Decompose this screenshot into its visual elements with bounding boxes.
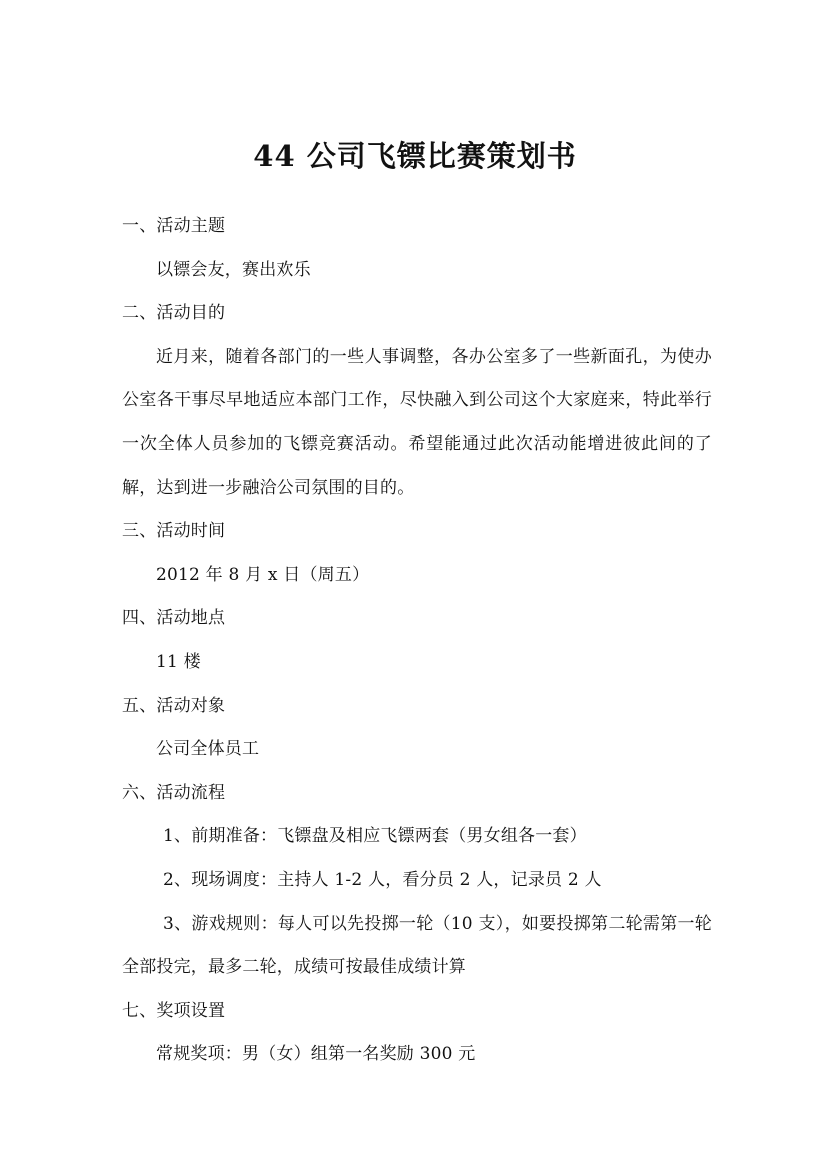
section-content: 以镖会友，赛出欢乐 [156, 259, 311, 280]
section-heading: 二、活动目的 [122, 303, 226, 324]
section-heading: 七、奖项设置 [122, 1000, 226, 1021]
section-content: 2012 年 8 月 x 日（周五） [156, 564, 370, 585]
document-title: 44 公司飞镖比赛策划书 [253, 139, 577, 173]
list-item: 1、前期准备：飞镖盘及相应飞镖两套（男女组各一套） [163, 826, 587, 847]
section-heading: 六、活动流程 [122, 782, 226, 803]
section-content: 近月来，随着各部门的一些人事调整，各办公室多了一些新面孔，为使办公室各干事尽早地适应本部门工作，尽快融入到公司这个大家庭来，特此举行一次全体人员参加的飞镖竞赛活动。希望能通过此次活动能增进彼此间的了解，达到进一步融洽公司氛围的目的。 [122, 346, 712, 498]
section-heading: 五、活动对象 [122, 695, 226, 716]
section-content: 公司全体员工 [156, 739, 260, 760]
document-body [122, 205, 712, 1077]
list-item: 2、现场调度：主持人 1-2 人，看分员 2 人，记录员 2 人 [163, 869, 602, 890]
section-content: 11 楼 [156, 651, 201, 672]
section-content: 常规奖项：男（女）组第一名奖励 300 元 [156, 1044, 476, 1065]
section-heading: 三、活动时间 [122, 521, 226, 542]
list-item: 3、游戏规则：每人可以先投掷一轮（10 支），如要投掷第二轮需第一轮全部投完，最多二轮，成绩可按最佳成绩计算 [122, 913, 712, 978]
section-heading: 四、活动地点 [122, 608, 226, 629]
section-heading: 一、活动主题 [122, 216, 226, 236]
